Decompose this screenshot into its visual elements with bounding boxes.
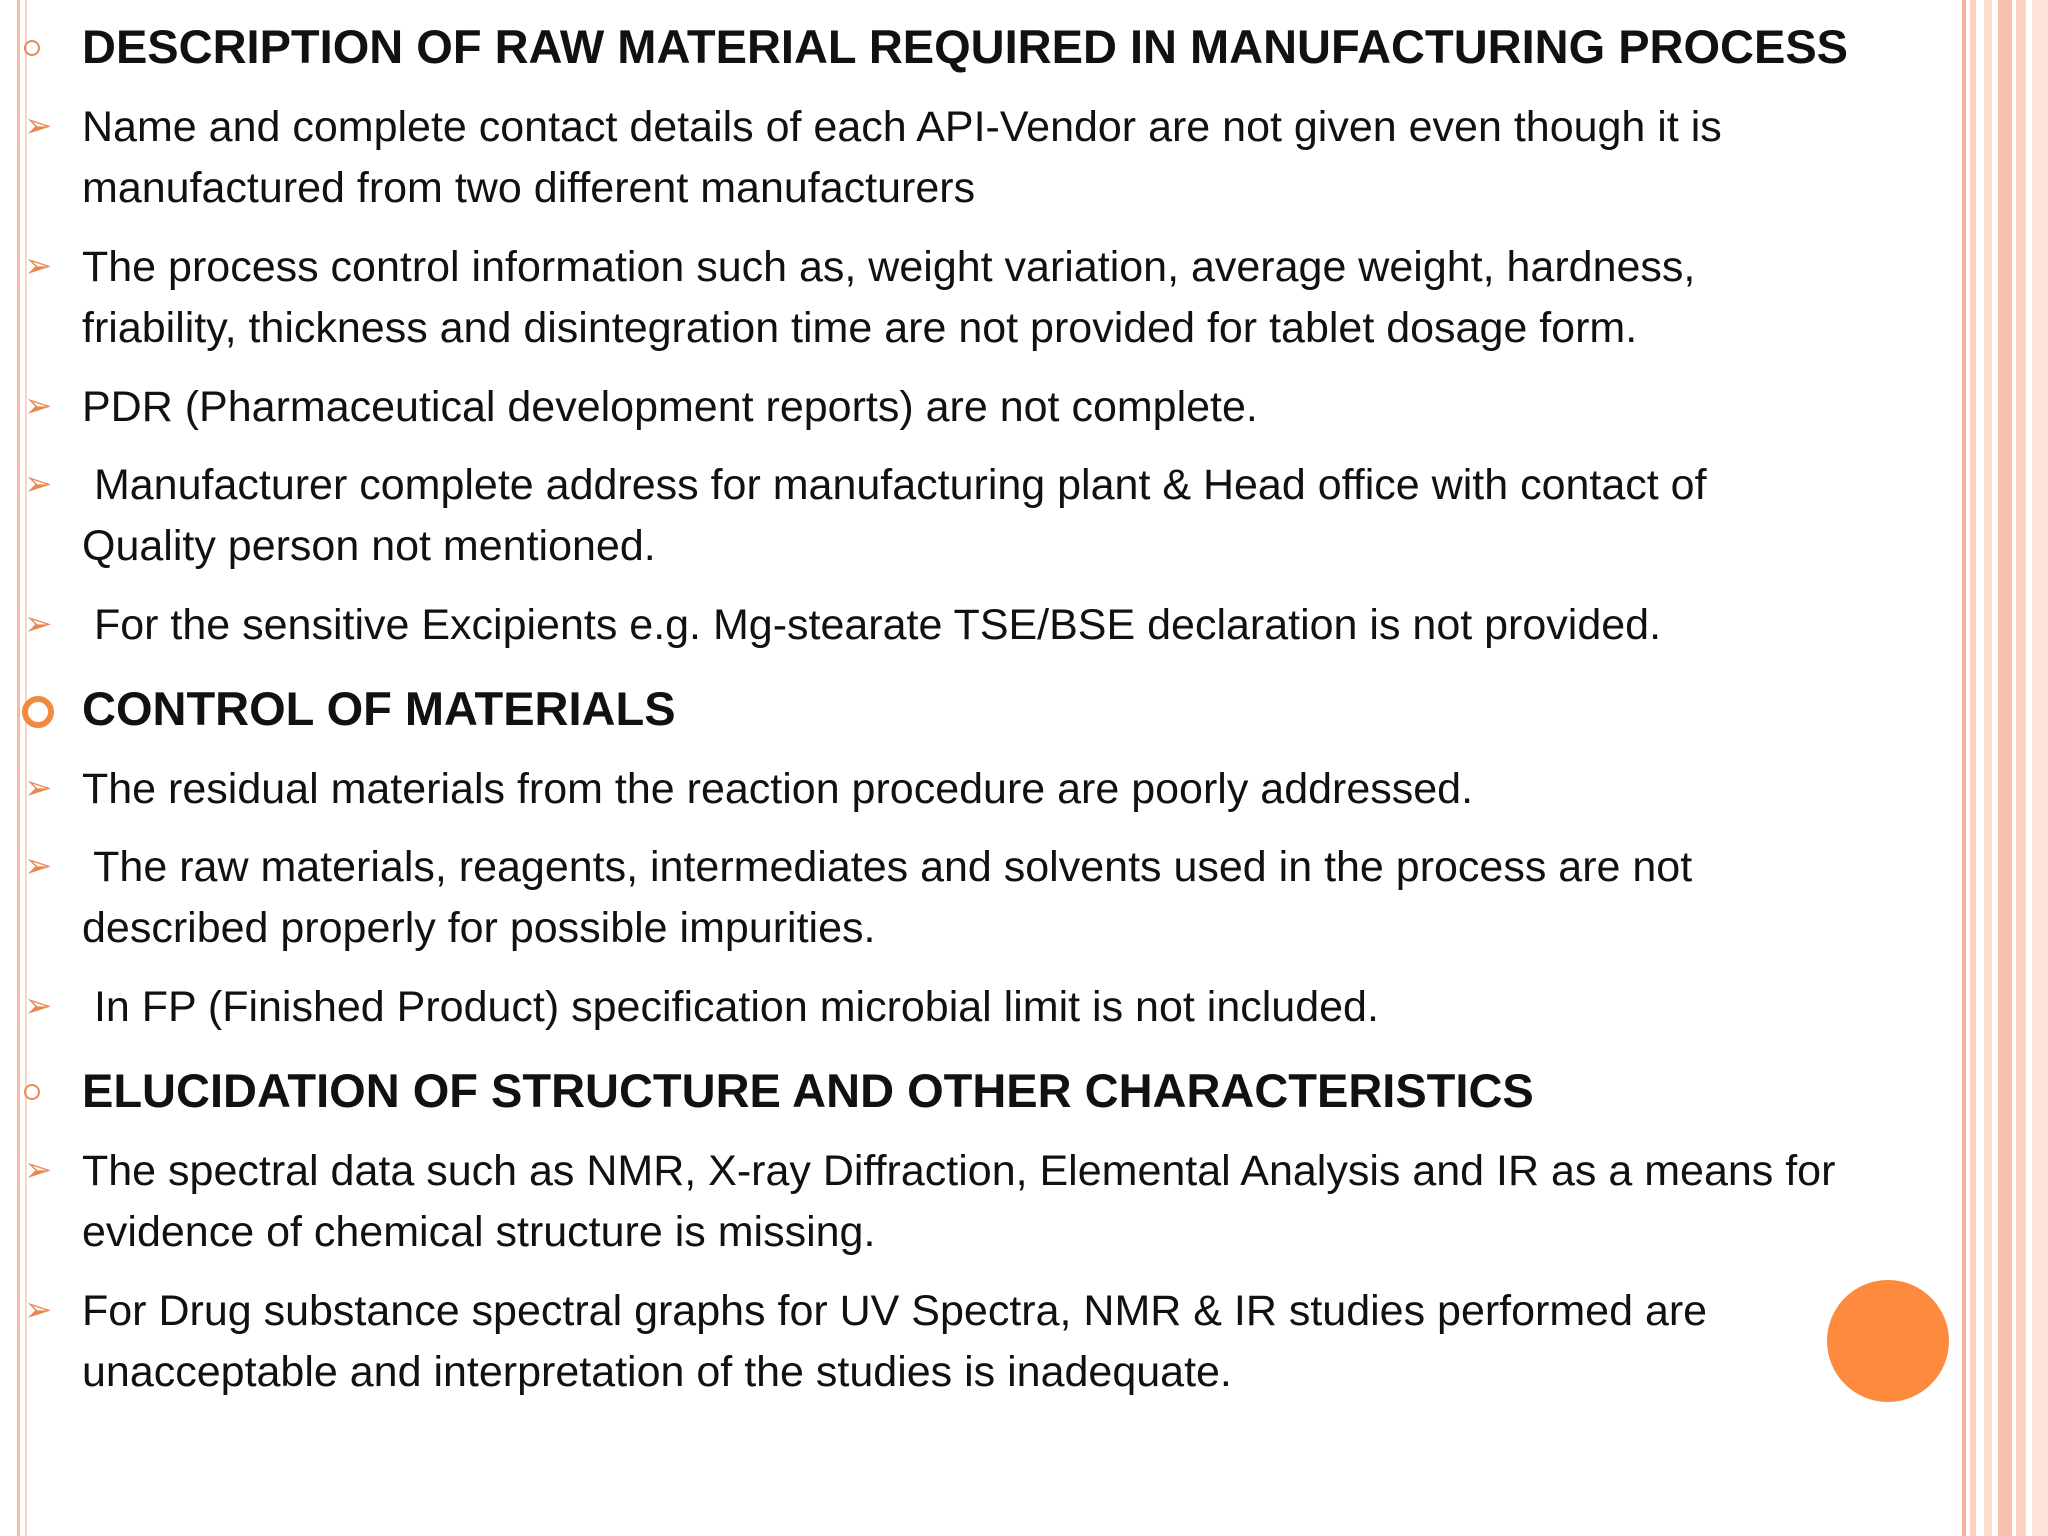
arrow-bullet-icon: ➢ [24,987,53,1025]
arrow-bullet-icon: ➢ [24,247,53,285]
arrow-bullet-icon: ➢ [24,1291,53,1329]
arrow-bullet-icon: ➢ [24,769,53,807]
bullet-line: In FP (Finished Product) specification microbial limit is not included. [82,983,1379,1031]
bullet-line: evidence of chemical structure is missing. [82,1208,876,1256]
bullet-line: described properly for possible impurities. [82,904,876,952]
bullet-line: The spectral data such as NMR, X-ray Diffraction, Elemental Analysis and IR as a means for [82,1147,1836,1195]
bullet-line: The process control information such as, weight variation, average weight, hardness, [82,243,1696,291]
heading-text: ELUCIDATION OF STRUCTURE AND OTHER CHARACTERISTICS [82,1064,1534,1117]
bullet-line: friability, thickness and disintegration time are not provided for tablet dosage form. [82,304,1638,352]
arrow-bullet-icon: ➢ [24,605,53,643]
bullet-line: Name and complete contact details of each API-Vendor are not given even though it is [82,103,1722,151]
bullet-line: PDR (Pharmaceutical development reports) are not complete. [82,383,1258,431]
bullet-line: manufactured from two different manufacturers [82,164,976,212]
bullet-line: For the sensitive Excipients e.g. Mg-stearate TSE/BSE declaration is not provided. [82,601,1662,649]
heading-text: DESCRIPTION OF RAW MATERIAL REQUIRED IN MANUFACTURING PROCESS [82,20,1849,73]
right-border-stripe [1984,0,1992,1536]
decorative-orange-circle [1827,1280,1949,1402]
arrow-bullet-icon: ➢ [24,465,53,503]
circle-bullet-icon [24,40,40,56]
bullet-line: Quality person not mentioned. [82,522,656,570]
right-border-stripe [1998,0,2012,1536]
bullet-line: The residual materials from the reaction procedure are poorly addressed. [82,765,1474,813]
arrow-bullet-icon: ➢ [24,107,53,145]
arrow-bullet-icon: ➢ [24,387,53,425]
heading-text: CONTROL OF MATERIALS [82,682,676,735]
circle-bullet-icon [22,696,54,728]
right-border-stripe [1962,0,1966,1536]
right-border-stripe [2032,0,2048,1536]
bullet-line: unacceptable and interpretation of the studies is inadequate. [82,1348,1232,1396]
bullet-line: Manufacturer complete address for manufacturing plant & Head office with contact of [82,461,1707,509]
right-border-stripe [2016,0,2026,1536]
left-border-stripe [17,0,20,1536]
circle-bullet-icon [24,1084,40,1100]
bullet-line: For Drug substance spectral graphs for UV Spectra, NMR & IR studies performed are [82,1287,1708,1335]
right-border-stripe [1970,0,1976,1536]
bullet-line: The raw materials, reagents, intermediates and solvents used in the process are not [82,843,1693,891]
arrow-bullet-icon: ➢ [24,1151,53,1189]
arrow-bullet-icon: ➢ [24,847,53,885]
